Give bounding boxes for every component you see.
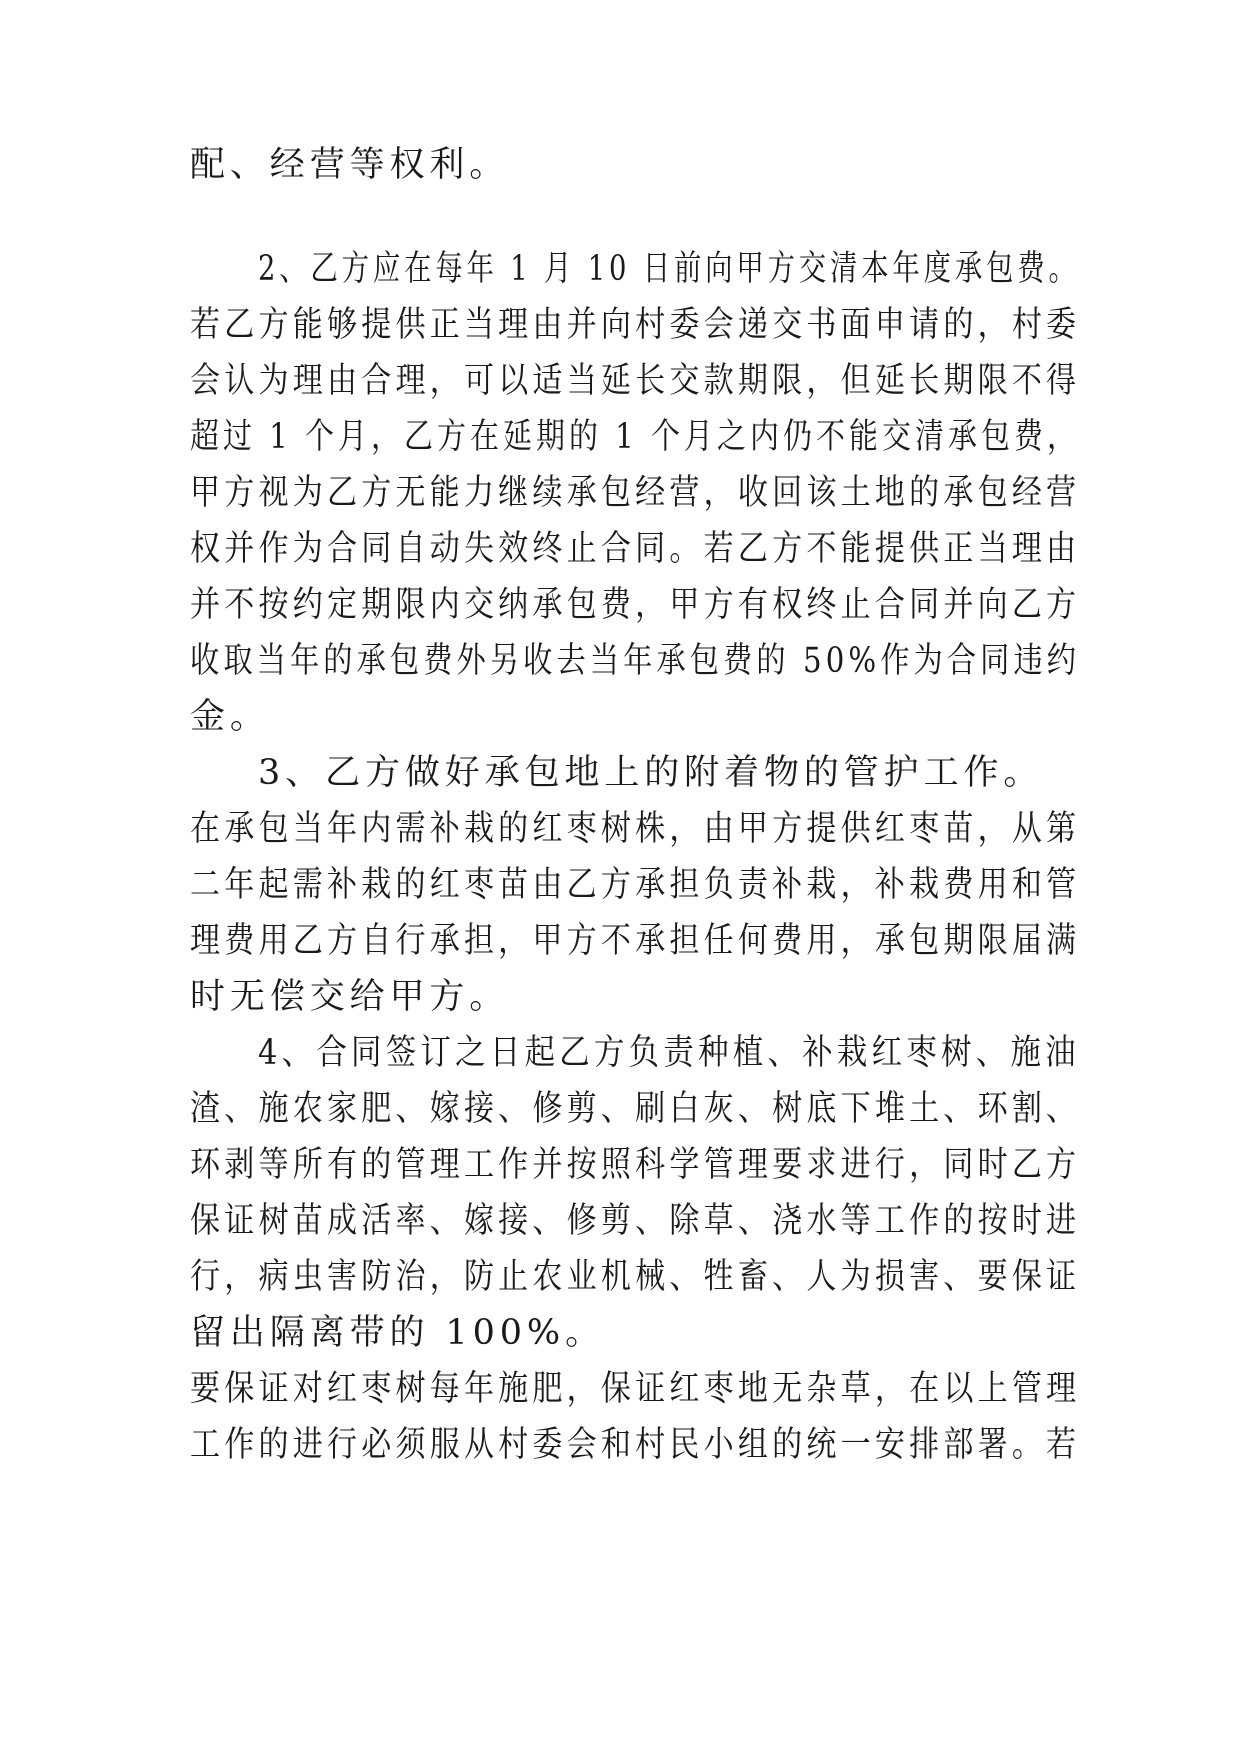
text-line: 2、乙方应在每年 1 月 10 日前向甲方交清本年度承包费。 (258, 249, 1080, 289)
text-line: 环剥等所有的管理工作并按照科学管理要求进行，同时乙方 (190, 1145, 1081, 1185)
text-line: 3、乙方做好承包地上的附着物的管护工作。 (258, 753, 1044, 793)
text-line: 行，病虫害防治，防止农业机械、牲畜、人为损害、要保证 (190, 1257, 1081, 1297)
text-line: 权并作为合同自动失效终止合同。若乙方不能提供正当理由 (190, 529, 1081, 569)
text-line: 理费用乙方自行承担，甲方不承担任何费用，承包期限届满 (190, 921, 1081, 961)
text-line: 工作的进行必须服从村委会和村民小组的统一安排部署。若 (190, 1425, 1081, 1465)
text-line: 甲方视为乙方无能力继续承包经营，收回该土地的承包经营 (190, 473, 1081, 513)
text-line: 会认为理由合理，可以适当延长交款期限，但延长期限不得 (190, 361, 1081, 401)
text-line: 若乙方能够提供正当理由并向村委会递交书面申请的，村委 (190, 305, 1081, 345)
text-line: 4、合同签订之日起乙方负责种植、补栽红枣树、施油 (258, 1033, 1080, 1073)
text-line: 收取当年的承包费外另收去当年承包费的 50%作为合同违约 (190, 641, 1081, 681)
text-line: 金。 (190, 697, 270, 737)
text-line: 留出隔离带的 100%。 (190, 1313, 605, 1353)
text-line: 时无偿交给甲方。 (190, 977, 510, 1017)
text-line: 超过 1 个月，乙方在延期的 1 个月之内仍不能交清承包费， (190, 417, 1080, 457)
text-line: 在承包当年内需补栽的红枣树株，由甲方提供红枣苗，从第 (190, 809, 1081, 849)
text-line: 渣、施农家肥、嫁接、修剪、刷白灰、树底下堆土、环割、 (190, 1089, 1081, 1129)
text-line: 保证树苗成活率、嫁接、修剪、除草、浇水等工作的按时进 (190, 1201, 1081, 1241)
text-line: 二年起需补栽的红枣苗由乙方承担负责补栽，补栽费用和管 (190, 865, 1081, 905)
text-line: 并不按约定期限内交纳承包费，甲方有权终止合同并向乙方 (190, 585, 1081, 625)
text-line: 配、经营等权利。 (190, 145, 510, 185)
text-line: 要保证对红枣树每年施肥，保证红枣地无杂草，在以上管理 (190, 1369, 1081, 1409)
